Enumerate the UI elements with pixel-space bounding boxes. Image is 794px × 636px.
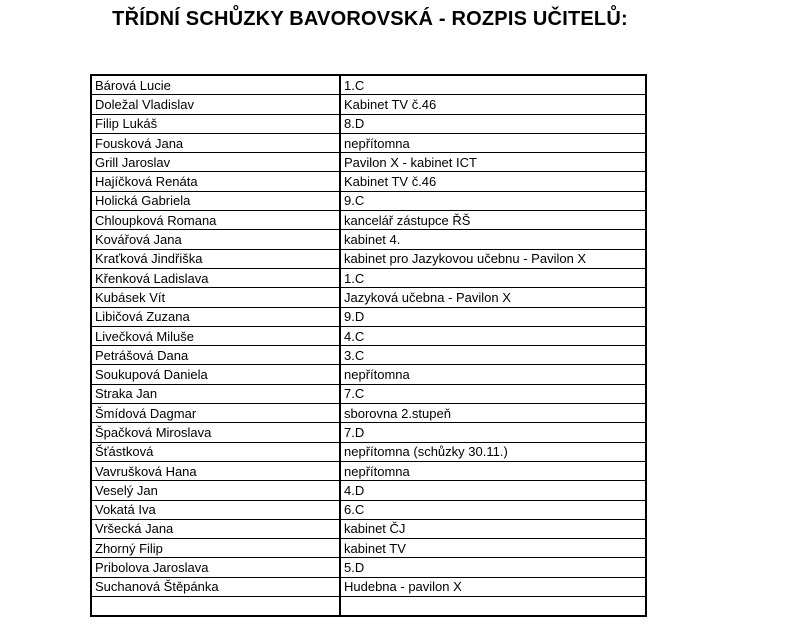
table-row [91,597,646,617]
table-row [91,288,646,307]
room-cell: 1.C [340,268,646,287]
table-body [91,75,646,616]
teacher-name-cell [91,597,340,617]
table-row [91,461,646,480]
teacher-name-cell: Straka Jan [91,384,340,403]
table-row [91,326,646,345]
room-cell: kabinet ČJ [340,519,646,538]
table-row [91,114,646,133]
teacher-name-cell: Soukupová Daniela [91,365,340,384]
room-cell: Jazyková učebna - Pavilon X [340,288,646,307]
room-cell: Kabinet TV č.46 [340,172,646,191]
room-cell: nepřítomna [340,461,646,480]
table-row [91,75,646,95]
table-row [91,307,646,326]
room-cell: 5.D [340,558,646,577]
teacher-name-cell: Vokatá Iva [91,500,340,519]
teacher-name-cell: Kraťková Jindřiška [91,249,340,268]
teacher-name-cell: Fousková Jana [91,133,340,152]
room-cell: Kabinet TV č.46 [340,95,646,114]
room-cell: 1.C [340,75,646,95]
table-row [91,249,646,268]
teacher-name-cell: Špačková Miroslava [91,423,340,442]
room-cell: kabinet 4. [340,230,646,249]
teacher-name-cell: Chloupková Romana [91,211,340,230]
teacher-name-cell: Filip Lukáš [91,114,340,133]
room-cell: kabinet TV [340,539,646,558]
teacher-name-cell: Vavrušková Hana [91,461,340,480]
room-cell: Hudebna - pavilon X [340,577,646,596]
room-cell: 4.C [340,326,646,345]
table-row [91,346,646,365]
teacher-name-cell: Libičová Zuzana [91,307,340,326]
room-cell: nepřítomna [340,365,646,384]
table-row [91,442,646,461]
room-cell: Pavilon X - kabinet ICT [340,153,646,172]
table-row [91,519,646,538]
room-cell: 9.D [340,307,646,326]
teacher-name-cell: Kubásek Vít [91,288,340,307]
teacher-name-cell: Doležal Vladislav [91,95,340,114]
table-row [91,423,646,442]
teacher-name-cell: Bárová Lucie [91,75,340,95]
teacher-room-table [90,74,647,617]
table-row [91,404,646,423]
table-row [91,191,646,210]
teacher-name-cell: Grill Jaroslav [91,153,340,172]
room-cell: sborovna 2.stupeň [340,404,646,423]
teacher-name-cell: Zhorný Filip [91,539,340,558]
teacher-name-cell: Křenková Ladislava [91,268,340,287]
room-cell: kancelář zástupce ŘŠ [340,211,646,230]
room-cell [340,597,646,617]
room-cell: kabinet pro Jazykovou učebnu - Pavilon X [340,249,646,268]
table-row [91,558,646,577]
teacher-name-cell: Veselý Jan [91,481,340,500]
table-row [91,365,646,384]
teacher-name-cell: Livečková Miluše [91,326,340,345]
table-row [91,384,646,403]
room-cell: 8.D [340,114,646,133]
teacher-name-cell: Vršecká Jana [91,519,340,538]
table-row [91,500,646,519]
teacher-name-cell: Šmídová Dagmar [91,404,340,423]
room-cell: 9.C [340,191,646,210]
room-cell: 7.D [340,423,646,442]
room-cell: 3.C [340,346,646,365]
table-row [91,230,646,249]
page-title: TŘÍDNÍ SCHŮZKY BAVOROVSKÁ - ROZPIS UČITELŮ: [112,8,628,30]
teacher-name-cell: Hajíčková Renáta [91,172,340,191]
room-cell: 7.C [340,384,646,403]
room-cell: nepřítomna (schůzky 30.11.) [340,442,646,461]
teacher-name-cell: Suchanová Štěpánka [91,577,340,596]
room-cell: nepřítomna [340,133,646,152]
table-row [91,153,646,172]
teacher-name-cell: Pribolova Jaroslava [91,558,340,577]
teacher-name-cell: Kovářová Jana [91,230,340,249]
table-row [91,95,646,114]
teacher-name-cell: Holická Gabriela [91,191,340,210]
table-row [91,539,646,558]
room-cell: 4.D [340,481,646,500]
table-row [91,268,646,287]
teacher-name-cell: Šťástková [91,442,340,461]
table-row [91,133,646,152]
teacher-name-cell: Petrášová Dana [91,346,340,365]
table-row [91,172,646,191]
room-cell: 6.C [340,500,646,519]
table-row [91,481,646,500]
table-row [91,577,646,596]
table-row [91,211,646,230]
